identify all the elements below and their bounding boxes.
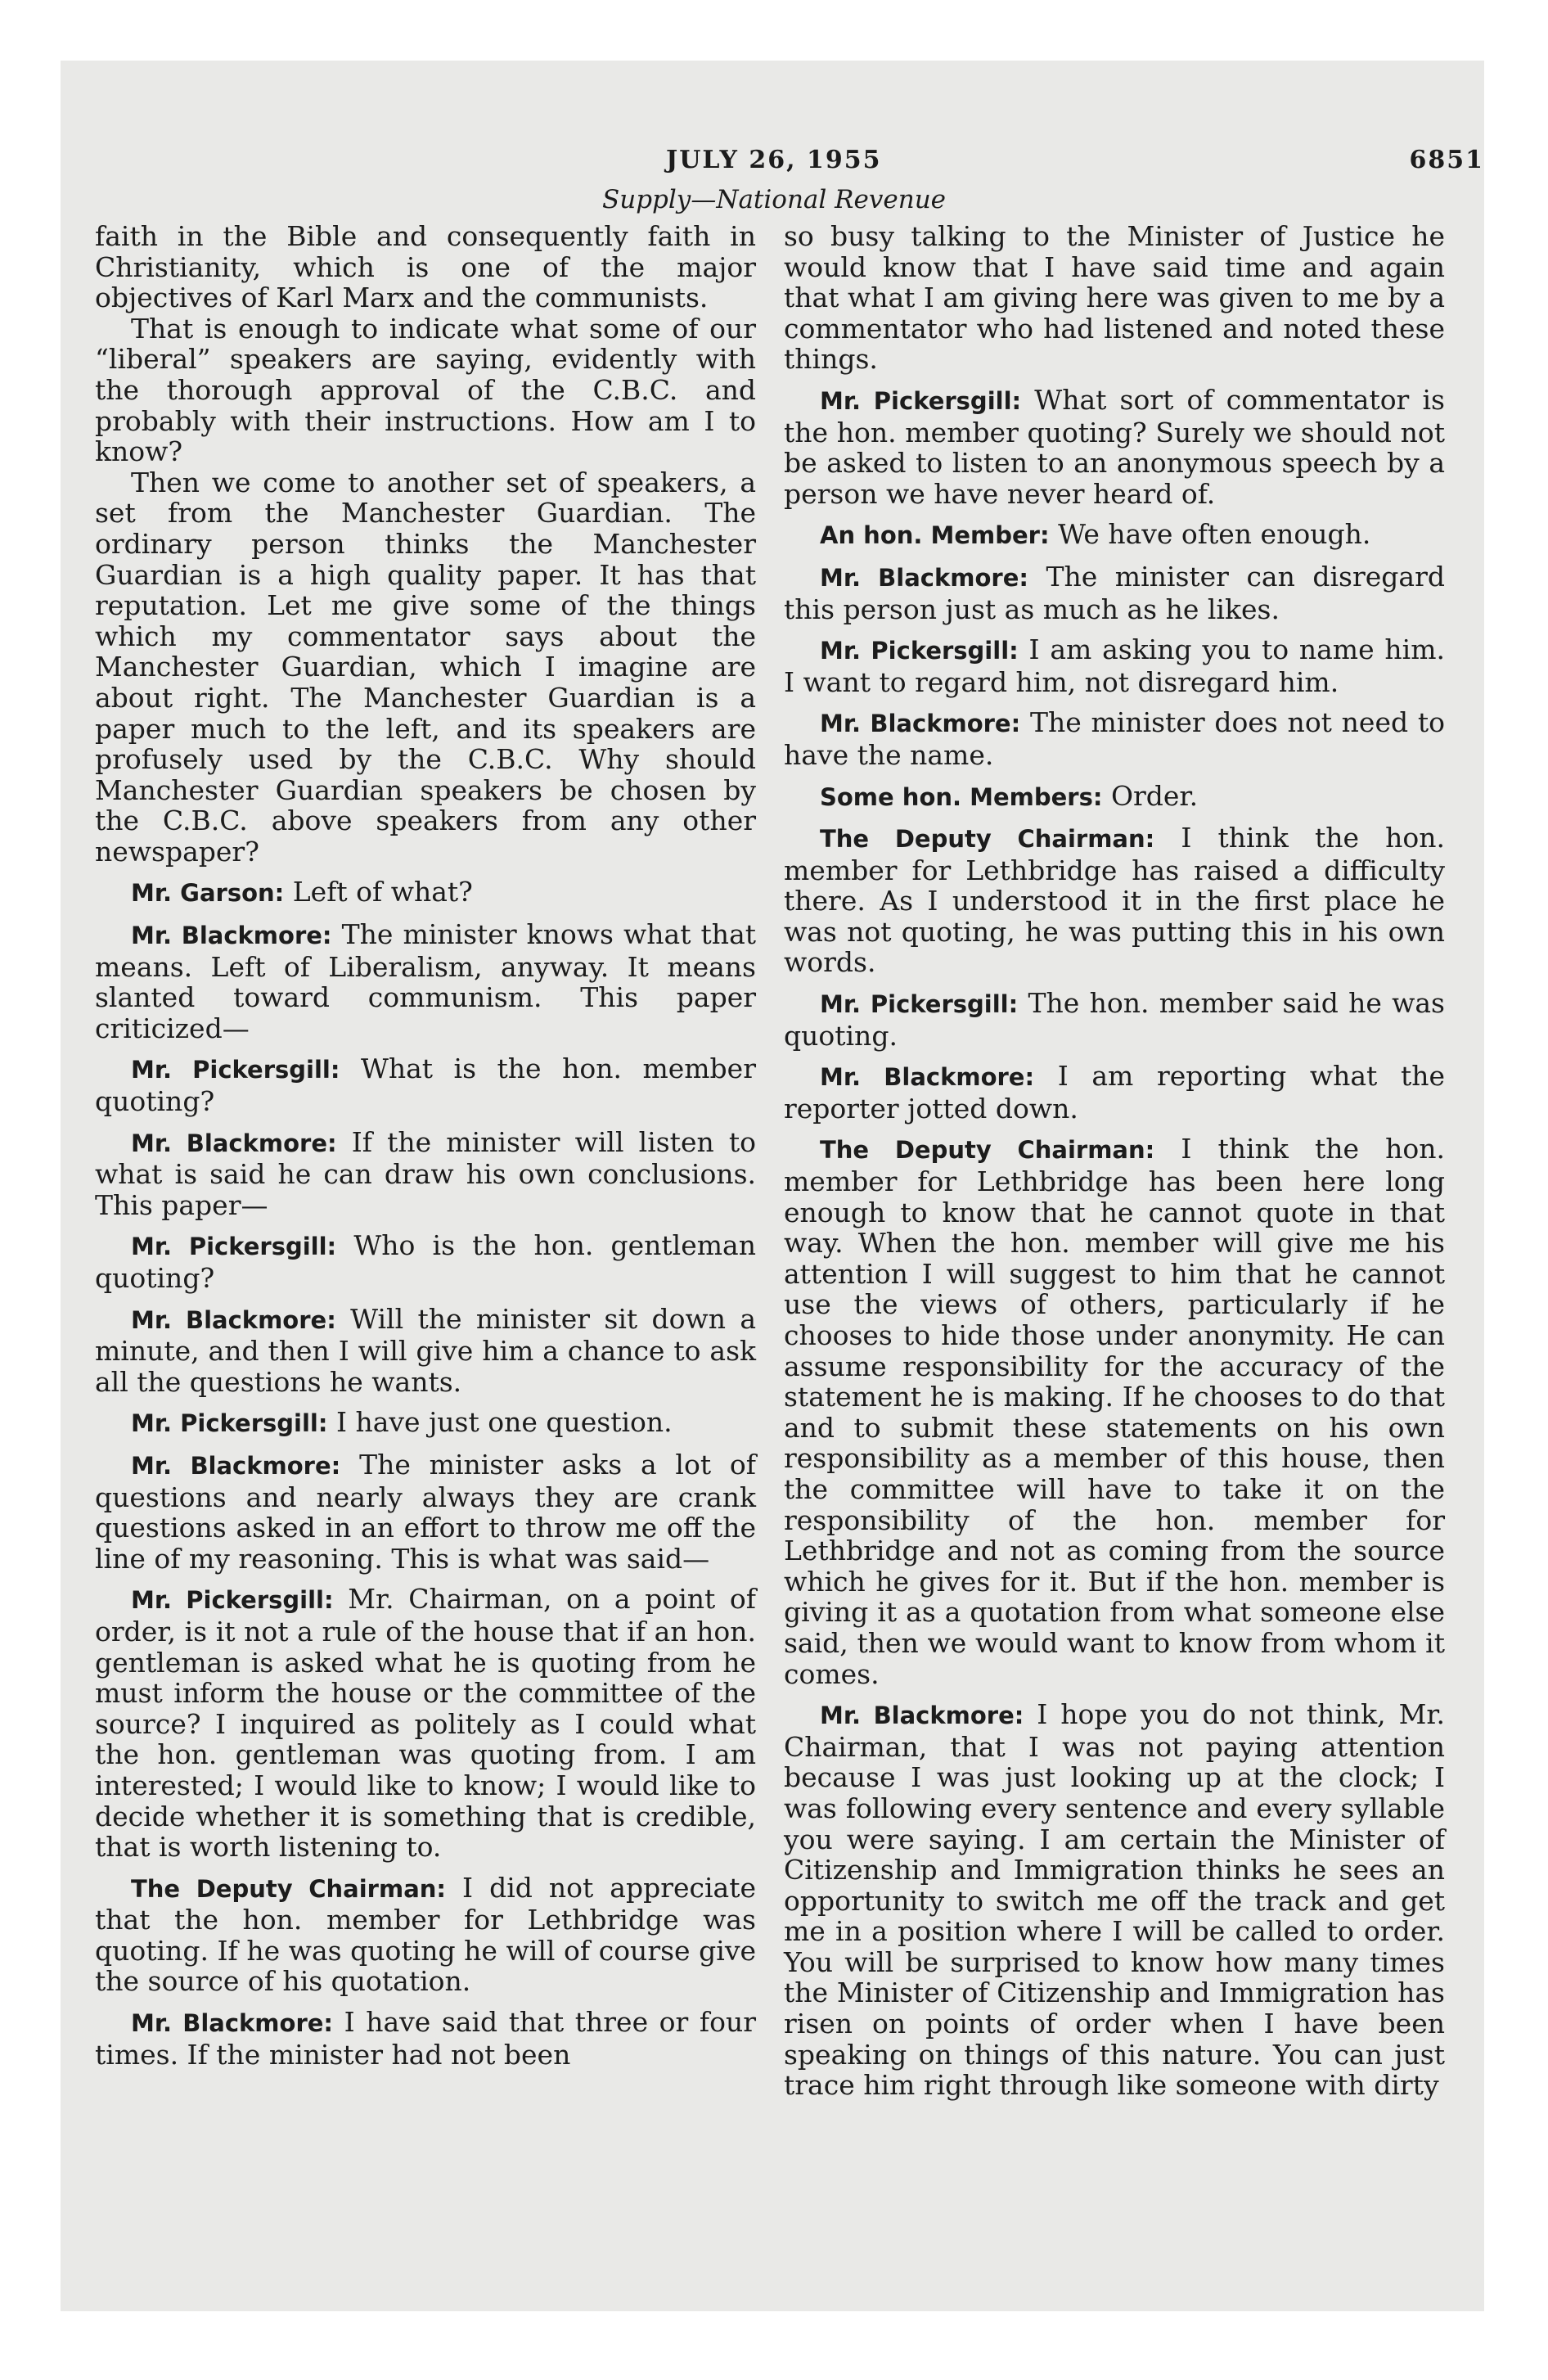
speaker-name: Mr. Blackmore: <box>131 1129 337 1157</box>
speaker-name: Mr. Pickersgill: <box>820 386 1022 415</box>
paragraph <box>95 877 756 909</box>
paragraph <box>784 988 1445 1051</box>
paragraph-text: What sort of commentator is the hon. member quoting? Surely we should not be asked to listen to an anonymous speech by a person we have never heard of. <box>784 383 1445 510</box>
paragraph <box>784 561 1445 624</box>
speaker-name: The Deputy Chairman: <box>820 1136 1155 1165</box>
speaker-name: Mr. Blackmore: <box>820 1063 1035 1092</box>
speaker-name: Mr. Pickersgill: <box>820 990 1019 1019</box>
speaker-name: The Deputy Chairman: <box>820 825 1155 854</box>
paragraph <box>784 1134 1445 1689</box>
speaker-name: Mr. Pickersgill: <box>131 1056 340 1084</box>
page-number: 6851 <box>1409 146 1484 174</box>
paragraph-text: We have often enough. <box>1058 518 1371 551</box>
paragraph <box>95 313 756 467</box>
paragraph-text: Mr. Chairman, on a point of order, is it not a rule of the house that if an hon. gentleman is asked what he is quoting from he must inform the house or the committee of the source? I inquired as politely as I could what the hon. gentleman was quoting from. I am interested; I would like to know; I would like to decide whether it is something that is credible, that is worth listening to. <box>95 1583 756 1864</box>
paragraph <box>784 221 1445 375</box>
paragraph-text: That is enough to indicate what some of our “liberal” speakers are saying, evidently with the thorough approval of the C.B.C. and probably with their instructions. How am I to know? <box>95 312 756 468</box>
paragraph <box>784 1061 1445 1124</box>
paragraph-text: Who is the hon. gentleman quoting? <box>95 1229 756 1294</box>
paragraph <box>784 781 1445 814</box>
speaker-name: Mr. Blackmore: <box>131 1451 341 1480</box>
speaker-name: Mr. Blackmore: <box>131 922 332 950</box>
paragraph-text: I have just one question. <box>335 1406 673 1439</box>
paragraph <box>784 823 1445 978</box>
speaker-name: Mr. Blackmore: <box>820 563 1028 592</box>
paragraph-text: I am reporting what the reporter jotted down. <box>784 1060 1445 1125</box>
paragraph <box>95 221 756 313</box>
paragraph-text: I think the hon. member for Lethbridge has raised a difficulty there. As I understood it in the first place he was not quoting, he was putting this in his own words. <box>784 822 1445 979</box>
paragraph <box>784 519 1445 552</box>
speaker-name: Mr. Pickersgill: <box>820 637 1019 665</box>
paragraph <box>784 1699 1445 2101</box>
paragraph-text: Then we come to another set of speakers, a set from the Manchester Guardian. The ordinary person thinks the Manchester Guardian is a high quality paper. It has that reputation. Let me give some of the things which my commentator says about the Manchester Guardian, which I imagine are about right. The Manchester Guardian is a paper much to the left, and its speakers are profusely used by the C.B.C. Why should Manchester Guardian speakers be chosen by the C.B.C. above speakers from any other newspaper? <box>95 466 756 868</box>
paragraph <box>95 467 756 868</box>
paragraph <box>95 1053 756 1116</box>
paragraph <box>95 919 756 1044</box>
paragraph <box>784 385 1445 509</box>
speaker-name: Mr. Pickersgill: <box>131 1233 337 1261</box>
speaker-name: Mr. Pickersgill: <box>131 1409 328 1438</box>
speaker-name: Mr. Garson: <box>131 879 285 908</box>
speaker-name: Mr. Blackmore: <box>131 1305 336 1334</box>
paragraph-text: so busy talking to the Minister of Justice he would know that I have said time and again that what I am giving here was given to me by a commentator who had listened and noted these things. <box>784 220 1445 376</box>
right-column <box>784 221 1445 2101</box>
paragraph <box>95 1230 756 1293</box>
paragraph-text: I have said that three or four times. If the minister had not been <box>95 2006 757 2071</box>
speaker-name: An hon. Member: <box>820 521 1050 550</box>
paragraph-text: faith in the Bible and consequently faith in Christianity, which is one of the major objectives of Karl Marx and the communists. <box>95 220 756 314</box>
speaker-name: The Deputy Chairman: <box>131 1874 447 1903</box>
paragraph-text: The minister can disregard this person just as much as he likes. <box>784 560 1445 625</box>
paragraph-text: The minister asks a lot of questions and nearly always they are crank questions asked in an effort to throw me off the line of my reasoning. This is what was said— <box>95 1448 756 1575</box>
speaker-name: Some hon. Members: <box>820 782 1103 811</box>
paragraph-text: Will the minister sit down a minute, and then I will give him a chance to ask all the questions he wants. <box>95 1302 756 1398</box>
paragraph-text: The minister knows what that means. Left of Liberalism, anyway. It means slanted toward communism. This paper criticized— <box>95 918 756 1044</box>
speaker-name: Mr. Blackmore: <box>820 710 1021 738</box>
paragraph-text: I did not appreciate that the hon. member for Lethbridge was quoting. If he was quoting he will of course give the source of his quotation. <box>95 1871 756 1998</box>
paragraph-text: I think the hon. member for Lethbridge has been here long enough to know that he cannot quote in that way. When the hon. member will give me his attention I will suggest to him that he cannot use the views of others, particularly if he chooses to hide those under anonymity. He can assume responsibility for the accuracy of the statement he is making. If he chooses to do that and to submit these statements on his own responsibility as a member of this house, then the committee will have to take it on the responsibility of the hon. member for Lethbridge and not as coming from the source which he gives for it. But if the hon. member is giving it as a quotation from what someone else said, then we would want to know from whom it comes. <box>784 1133 1445 1690</box>
paragraph <box>95 1449 756 1574</box>
paragraph <box>784 707 1445 770</box>
paragraph-text: The hon. member said he was quoting. <box>784 987 1445 1052</box>
paragraph-text: If the minister will listen to what is said he can draw his own conclusions. This paper— <box>95 1125 756 1221</box>
speaker-name: Mr. Blackmore: <box>131 2009 334 2038</box>
paragraph-text: I hope you do not think, Mr. Chairman, that I was not paying attention because I was just looking up at the clock; I was following every sentence and every syllable you were saying. I am certain the Minister of Citizenship and Immigration thinks he sees an opportunity to switch me off the track and get me in a position where I will be called to order. You will be surprised to know how many times the Minister of Citizenship and Immigration has risen on points of order when I have been speaking on things of this nature. You can just trace him right through like someone with dirty <box>784 1698 1445 2102</box>
paragraph <box>95 1584 756 1862</box>
paragraph-text: Order. <box>1110 779 1199 812</box>
speaker-name: Mr. Blackmore: <box>820 1702 1024 1730</box>
paragraph <box>95 1873 756 1997</box>
paragraph <box>95 2007 756 2070</box>
page-date: JULY 26, 1955 <box>666 146 882 174</box>
paragraph-text: I am asking you to name him. I want to regard him, not disregard him. <box>784 633 1445 698</box>
paragraph <box>95 1407 756 1440</box>
paragraph-text: Left of what? <box>292 876 473 908</box>
paragraph-text: The minister does not need to have the name. <box>784 706 1445 771</box>
paragraph <box>95 1127 756 1221</box>
left-column <box>95 221 756 2070</box>
section-heading: Supply—National Revenue <box>602 185 946 214</box>
paragraph-text: What is the hon. member quoting? <box>95 1053 756 1118</box>
paragraph <box>95 1304 756 1398</box>
speaker-name: Mr. Pickersgill: <box>131 1586 334 1615</box>
paragraph <box>784 634 1445 697</box>
